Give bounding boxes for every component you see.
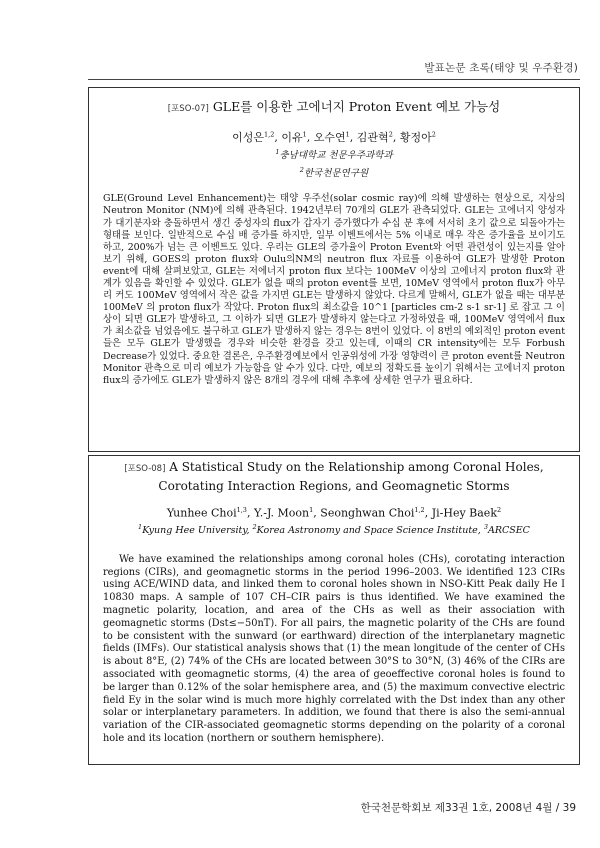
- affiliation-list: $^1$Kyung Hee University, $^2$Korea Astronomy and Space Science Institute, $^3$ARCSEC: [138, 522, 530, 536]
- running-header: 발표논문 초록(태양 및 우주환경): [424, 62, 578, 74]
- abstract-body: We have examined the relationships among coronal holes (CHs), corotating interaction regions (CIRs), and geomagnetic storms in the period 1996–2003. We identified 123 CIRs using ACE/WIND data, and linked them to coronal holes shown in NSO-Kitt Peak daily He I 10830 maps. A sample of 107 CH–CIR pairs is thus identified. We have examined the magnetic polarity, location, and area of the CHs as well as their association with geomagnetic storms (Dst≤−50nT). For all pairs, the magnetic polarity of the CHs are found to be consistent with the sunward (or earthward) direction of the interplanetary magnetic fields (IMFs). Our statistical analysis shows that (1) the mean longitude of the center of CHs is about 8°E, (2) 74% of the CHs are located between 30°S to 30°N, (3) 46% of the CIRs are associated with geomagnetic storms, (4) the area of geoeffective coronal holes is found to be larger than 0.12% of the solar hemisphere area, and (5) the maximum convective electric field Ey in the solar wind is much more highly correlated with the Dst index than any other solar or interplanetary parameters. In addition, we found that there is also the semi-annual variation of the CIR-associated geomagnetic storms depending on the polarity of a coronal hole and its location (northern or southern hemisphere).: [103, 553, 565, 744]
- author-name: 황정아: [399, 131, 432, 144]
- abstract-box-so08: [88, 455, 580, 765]
- abstract-title-line: [89, 97, 579, 115]
- abstract-box-so07: [88, 87, 580, 452]
- author-name: 김관혁: [356, 131, 389, 144]
- author-name: Ji-Hey Baek: [431, 506, 497, 520]
- page-footer: 한국천문학회보 제33권 1호, 2008년 4월 / 39: [360, 802, 576, 814]
- affiliation-2: $^2$한국천문연구원: [299, 166, 369, 180]
- author-name: Seonghwan Choi: [320, 506, 415, 520]
- affiliation-1: $^1$충남대학교 천문우주과학과: [275, 148, 393, 162]
- author-name: 이유: [281, 131, 303, 144]
- header-divider: [88, 79, 580, 80]
- abstract-title-line: [89, 459, 579, 495]
- abstract-code: [포SO-07]: [167, 104, 209, 114]
- author-name: Y.-J. Moon: [253, 506, 310, 520]
- author-name: 오수연: [313, 131, 346, 144]
- abstract-body: GLE(Ground Level Enhancement)는 태양 우주선(solar cosmic ray)에 의해 발생하는 현상으로, 지상의 Neutron Monitor (NM)에 의해 관측된다. 1942년부터 70개의 GLE가 관측되었다. GLE는 고에너지 양성자가 대기분자와 충돌하면서 생긴 중성자의 flux가 갑자기 증가했다가 수십 분 후에 서서히 초기 값으로 되돌아가는 형태를 보인다. 일반적으로 수십 배 증가를 하지만, 일부 이벤트에서는 5% 이내로 매우 작은 증가율을 보이기도 하고, 200%가 넘는 큰 이벤트도 있다. 우리는 GLE의 증가율이 Proton Event와 어떤 관련성이 있는지를 알아보기 위해, GOES의 proton flux와 Oulu의NM의 neutron flux 자료를 이용하여 GLE가 발생한 Proton event에 대해 살펴보았고, GLE는 저에너지 proton flux 보다는 100MeV 이상의 고에너지 proton flux와 관계가 있음을 확인할 수 있었다. GLE가 없을 때의 proton event를 보면, 10MeV 영역에서 proton flux가 아무리 커도 100MeV 영역에서 작은 값을 가지면 GLE는 발생하지 않았다. 다르게 말해서, GLE가 없을 때는 대부분 100MeV 의 proton flux가 작았다. Proton flux의 최소값을 10^1 [particles cm-2 s-1 sr-1] 로 잡고 그 이상이 되면 GLE가 발생하고, 그 이하가 되면 GLE가 발생하지 않는다고 가정하였을 때, 100MeV 영역에서 flux가 최소값을 넘었음에도 불구하고 GLE가 발생하지 않는 경우는 8번이 있었다. 이 8번의 예외적인 proton event들은 모두 GLE가 발생했을 경우와 비슷한 환경을 갖고 있는데, 이때의 CR intensity에는 모두 Forbush Decrease가 있었다. 중요한 결론은, 우주환경예보에서 인공위성에 가장 영향력이 큰 proton event를 Neutron Monitor 관측으로 미리 예보가 가능함을 알 수가 있다. 다만, 예보의 정확도를 높이기 위해서는 고에너지 proton flux의 증가에도 GLE가 발생하지 않은 8개의 경우에 대해 추후에 상세한 연구가 필요하다.: [103, 193, 565, 386]
- abstract-title: A Statistical Study on the Relationship among Coronal Holes, Corotating Interaction Regions, and Geomagnetic Storms: [158, 460, 544, 493]
- author-list: Yunhee Choi$^{1,3}$, Y.-J. Moon$^1$, Seonghwan Choi$^{1,2}$, Ji-Hey Baek$^2$: [166, 506, 502, 520]
- abstract-code: [포SO-08]: [124, 464, 166, 474]
- author-name: 이성은: [232, 131, 265, 144]
- author-name: Yunhee Choi: [166, 506, 237, 520]
- abstract-title: GLE를 이용한 고에너지 Proton Event 예보 가능성: [212, 99, 501, 114]
- author-list: 이성은$^{1,2}$, 이유$^1$, 오수연$^1$, 김관혁$^2$, 황정아$^2$: [232, 130, 436, 144]
